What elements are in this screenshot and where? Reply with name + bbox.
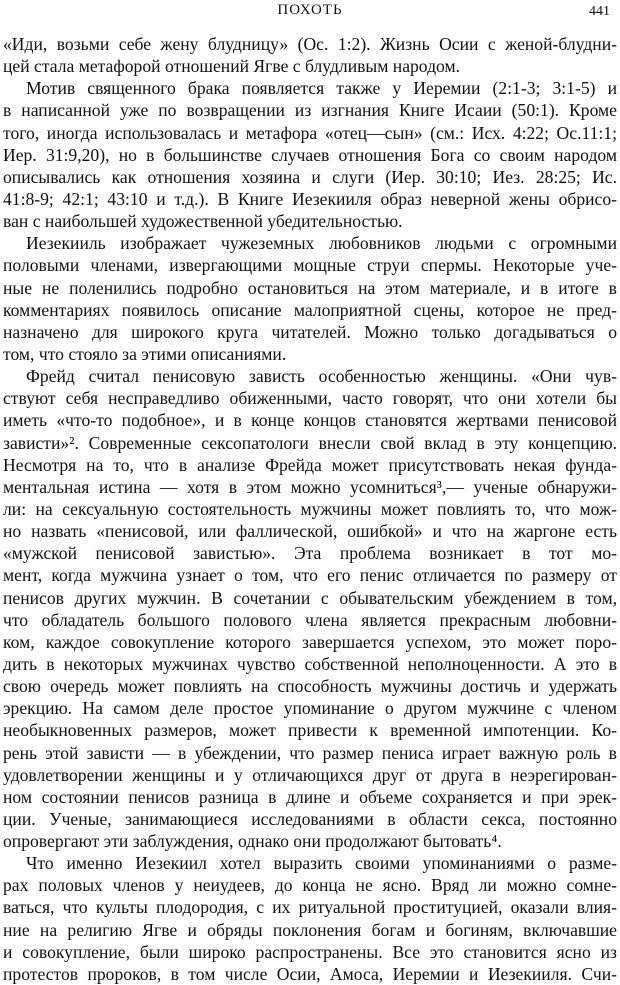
text-line: описывались как отношения хозяина и слуги (Иер. 30:10; Иез. 28:25; Ис. (3, 166, 617, 187)
body-text (3, 33, 617, 985)
text-line: иметь «что-то подобное», и в конце концов становятся жертвами пенисовой (3, 410, 617, 431)
text-line: необыкновенных размеров, может привести к временной импотенции. Ко- (3, 720, 617, 741)
text-line: что обладатель большого полового члена является прекрасным любовни- (3, 609, 617, 630)
text-line: ментальная истина — хотя в этом можно усомниться³,— ученые обнаружи- (3, 476, 617, 497)
text-line: и совокупление, были широко распространены. Все это становится ясно из (3, 941, 617, 962)
text-line: того, иногда использовалась и метафора «отец—сын» (см.: Исх. 4:22; Ос.11:1; (3, 122, 617, 143)
paragraph (3, 77, 617, 232)
text-line: эрекцию. На самом деле простое упоминание о другом мужчине с членом (3, 698, 617, 719)
text-line: ствуют себя несправедливо обиженными, часто говорят, что они хотели бы (3, 388, 617, 409)
text-line: половыми членами, извергающими мощные струи спермы. Некоторые уче- (3, 255, 617, 276)
paragraph (3, 365, 617, 852)
text-line: ном состоянии пенисов разница в длине и объеме сохраняется и при эрек- (3, 786, 617, 807)
text-line: назначено для широкого круга читателей. Можно только догадываться о (3, 321, 617, 342)
text-line: цей стала метафорой отношений Ягве с блудливым народом. (3, 56, 461, 77)
text-line: рень этой зависти — в убеждении, что размер пениса играет важную роль в (3, 742, 617, 763)
text-line: опровергают эти заблуждения, однако они продолжают бытовать⁴. (3, 831, 502, 852)
text-line: но назвать «пенисовой, или фаллической, ошибкой» и что на жаргоне есть (3, 521, 617, 542)
text-line: комментариях появилось описание малоприятной сцены, которое не пред- (3, 299, 617, 320)
running-head (0, 0, 620, 22)
text-line: ные не поленились подробно остановиться на этом материале, и в итоге в (3, 277, 617, 298)
text-line: Иезекииль изображает чужеземных любовников людьми с огромными (26, 233, 617, 254)
text-line: ваться, что культы плодородия, с их ритуальной проституцией, оказали влия- (3, 897, 617, 918)
text-line: том, что стояло за этими описаниями. (3, 343, 287, 364)
text-line: Что именно Иезекиил хотел выразить своими упоминаниями о разме- (26, 853, 617, 874)
page-number: 441 (589, 4, 610, 19)
text-line: ние на религию Ягве и обряды поклонения богам и богиням, включавшие (3, 919, 617, 940)
text-line: свою очередь может повлиять на способность мужчины достичь и удержать (3, 676, 617, 697)
text-line: ван с наибольшей художественной убедительностью. (3, 211, 403, 232)
text-line: протестов пророков, в том числе Осии, Амоса, Иеремии и Иезекииля. Счи- (3, 963, 617, 984)
text-line: зависти»². Современные сексопатологи внесли свой вклад в эту концепцию. (3, 432, 617, 453)
text-line: ции. Ученые, занимающиеся исследованиями в области секса, постоянно (3, 808, 617, 829)
text-line: Иер. 31:9,20), но в большинстве случаев отношения Бога со своим народом (3, 144, 617, 165)
text-line: в написанной уже по возвращении из изгнания Книге Исаии (50:1). Кроме (3, 100, 617, 121)
text-line: пенисов других мужчин. В сочетании с обывательским убеждением в том, (3, 587, 617, 608)
text-line: 41:8-9; 42:1; 43:10 и т.д.). В Книге Иезекииля образ неверной жены обрисо- (3, 188, 617, 209)
paragraph (3, 232, 617, 365)
text-line: Несмотря на то, что в анализе Фрейда может присутствовать некая фунда- (3, 454, 617, 475)
text-line: мент, когда мужчина узнает о том, что его пенис отличается по размеру от (3, 565, 617, 586)
text-line: «Иди, возьми себе жену блудницу» (Ос. 1:2). Жизнь Осии с женой-блудни- (3, 34, 617, 54)
chapter-title: ПОХОТЬ (277, 2, 343, 18)
text-line: Мотив священного брака появляется также у Иеремии (2:1-3; 3:1-5) и (26, 78, 617, 99)
paragraph (3, 852, 617, 985)
paragraph (3, 33, 617, 77)
text-line: ком, каждое совокупление которого завершается успехом, это может поро- (3, 631, 617, 652)
text-line: дить в некоторых мужчинах чувство собственной неполноценности. А это в (3, 653, 617, 674)
text-line: Фрейд считал пенисовую зависть особенностью женщины. «Они чув- (26, 366, 617, 387)
text-line: ли: на сексуальную состоятельность мужчины может повлиять то, что мож- (3, 498, 617, 519)
text-line: рах половых членов у неиудеев, до конца не ясно. Вряд ли можно сомне- (3, 875, 617, 896)
text-line: удовлетворении женщины и у отличающихся друг от друга в неэрегирован- (3, 764, 617, 785)
text-line: «мужской пенисовой завистью». Эта проблема возникает в тот мо- (3, 543, 617, 564)
